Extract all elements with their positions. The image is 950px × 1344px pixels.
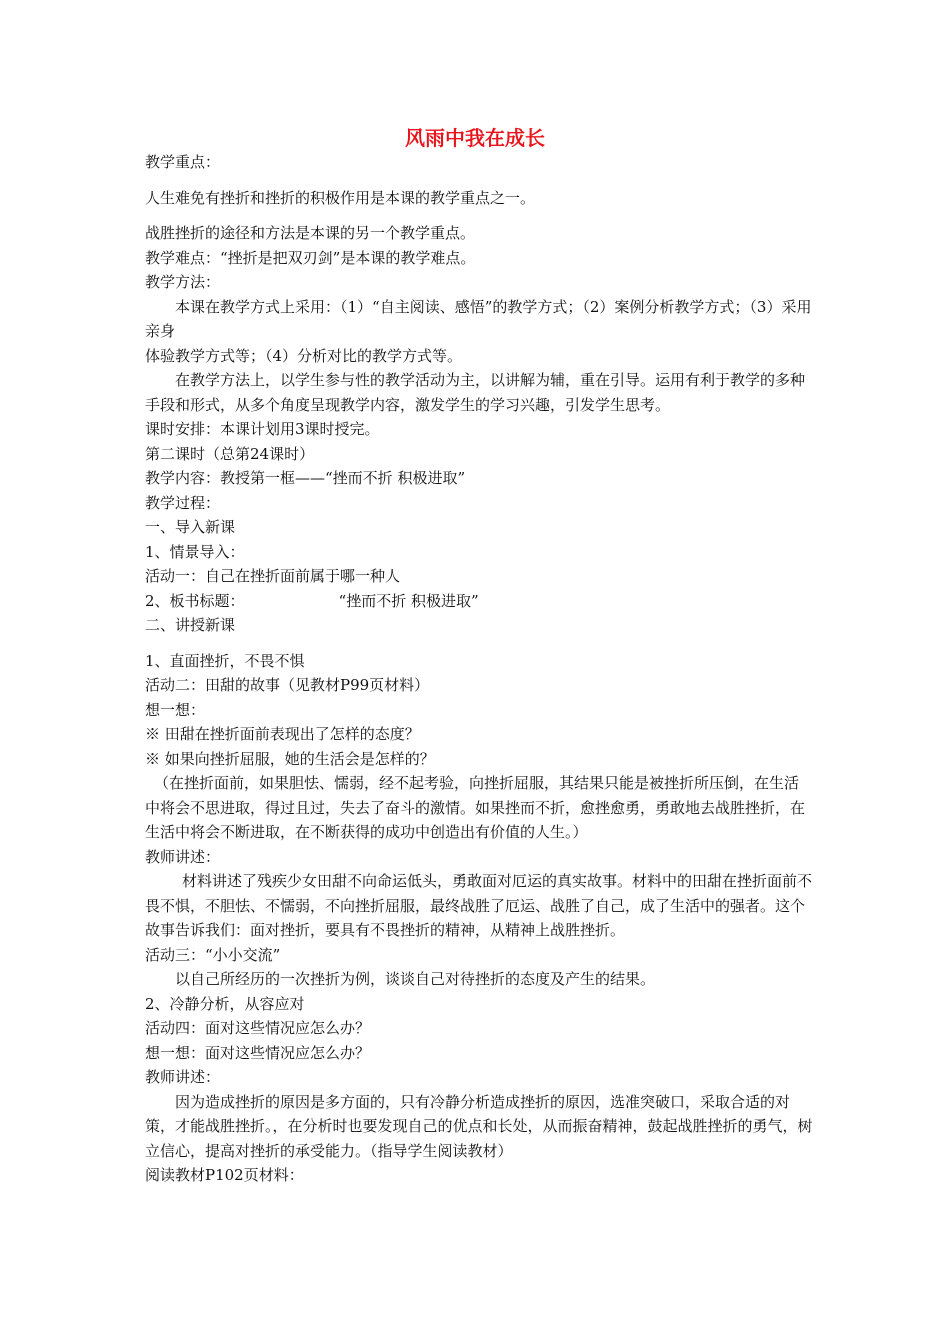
heading-process: 教学过程： xyxy=(145,493,221,512)
paragraph: 教学难点：“挫折是把双刃剑”是本课的教学难点。 xyxy=(145,248,476,267)
paragraph: 第二课时（总第24课时） xyxy=(145,444,315,463)
paragraph: 因为造成挫折的原因是多方面的，只有冷静分析造成挫折的原因，选准突破口，采取合适的对策，才能战胜挫折。，在分析时也要发现自己的优点和长处，从而振奋精神，鼓起战胜挫折的勇气，树立信心，提高对挫折的承受能力。（指导学生阅读教材） xyxy=(145,1092,813,1160)
paragraph: 2、冷静分析，从容应对 xyxy=(145,994,305,1013)
question-item: ※ 田甜在挫折面前表现出了怎样的态度？ xyxy=(145,725,420,743)
paragraph: 阅读教材P102页材料： xyxy=(145,1166,304,1184)
paragraph: 1、直面挫折，不畏不惧 xyxy=(145,651,305,670)
board-title-label: 2、板书标题： xyxy=(145,591,245,610)
paragraph: 教学内容：教授第一框——“挫而不折 积极进取” xyxy=(145,469,466,487)
paragraph: 人生难免有挫折和挫折的积极作用是本课的教学重点之一。 xyxy=(145,188,536,207)
paragraph: 1、情景导入： xyxy=(145,542,245,561)
paragraph: 战胜挫折的途径和方法是本课的另一个教学重点。 xyxy=(145,224,476,242)
section-heading: 一、导入新课 xyxy=(145,518,236,536)
section-heading: 二、讲授新课 xyxy=(145,616,236,634)
paragraph: 以自己所经历的一次挫折为例，谈谈自己对待挫折的态度及产生的结果。 xyxy=(175,970,656,988)
paragraph: 课时安排：本课计划用3课时授完。 xyxy=(145,420,380,438)
paragraph: 活动四：面对这些情况应怎么办？ xyxy=(145,1019,371,1037)
document-body xyxy=(145,150,813,1188)
paragraph: 活动二：田甜的故事（见教材P99页材料） xyxy=(145,676,430,694)
paragraph: （在挫折面前，如果胆怯、懦弱，经不起考验，向挫折屈服，其结果只能是被挫折所压倒，在生活中将会不思进取，得过且过，失去了奋斗的激情。如果挫而不折，愈挫愈勇，勇敢地去战胜挫折，在生活中将会不断进取，在不断获得的成功中创造出有价值的人生。） xyxy=(145,774,806,841)
paragraph: 活动一：自己在挫折面前属于哪一种人 xyxy=(145,567,401,585)
board-title-text: “挫而不折 积极进取” xyxy=(338,591,479,610)
question-item: ※ 如果向挫折屈服，她的生活会是怎样的？ xyxy=(145,749,435,768)
paragraph: 在教学方法上，以学生参与性的教学活动为主，以讲解为辅，重在引导。运用有利于教学的多种手段和形式，从多个角度呈现教学内容，激发学生的学习兴趣，引发学生思考。 xyxy=(145,371,806,414)
paragraph: 材料讲述了残疾少女田甜不向命运低头，勇敢面对厄运的真实故事。材料中的田甜在挫折面前不畏不惧，不胆怯、不懦弱，不向挫折屈服，最终战胜了厄运、战胜了自己，成了生活中的强者。这个故事告诉我们：面对挫折，要具有不畏挫折的精神，从精神上战胜挫折。 xyxy=(145,872,813,939)
paragraph: 活动三：“小小交流” xyxy=(145,945,281,964)
paragraph: 体验教学方式等；（4）分析对比的教学方式等。 xyxy=(145,346,463,365)
paragraph: 想一想：面对这些情况应怎么办？ xyxy=(145,1043,371,1062)
document-title: 风雨中我在成长 xyxy=(405,126,545,150)
paragraph: 本课在教学方式上采用：（1）“自主阅读、感悟”的教学方式；（2）案例分析教学方式；（3）采用亲身 xyxy=(145,297,812,340)
board-title-line xyxy=(145,589,813,614)
paragraph: 教师讲述： xyxy=(145,1068,221,1086)
paragraph: 教师讲述： xyxy=(145,847,221,866)
heading-key-points: 教学重点： xyxy=(145,153,221,171)
heading-methods: 教学方法： xyxy=(145,273,221,291)
paragraph: 想一想： xyxy=(145,700,206,719)
